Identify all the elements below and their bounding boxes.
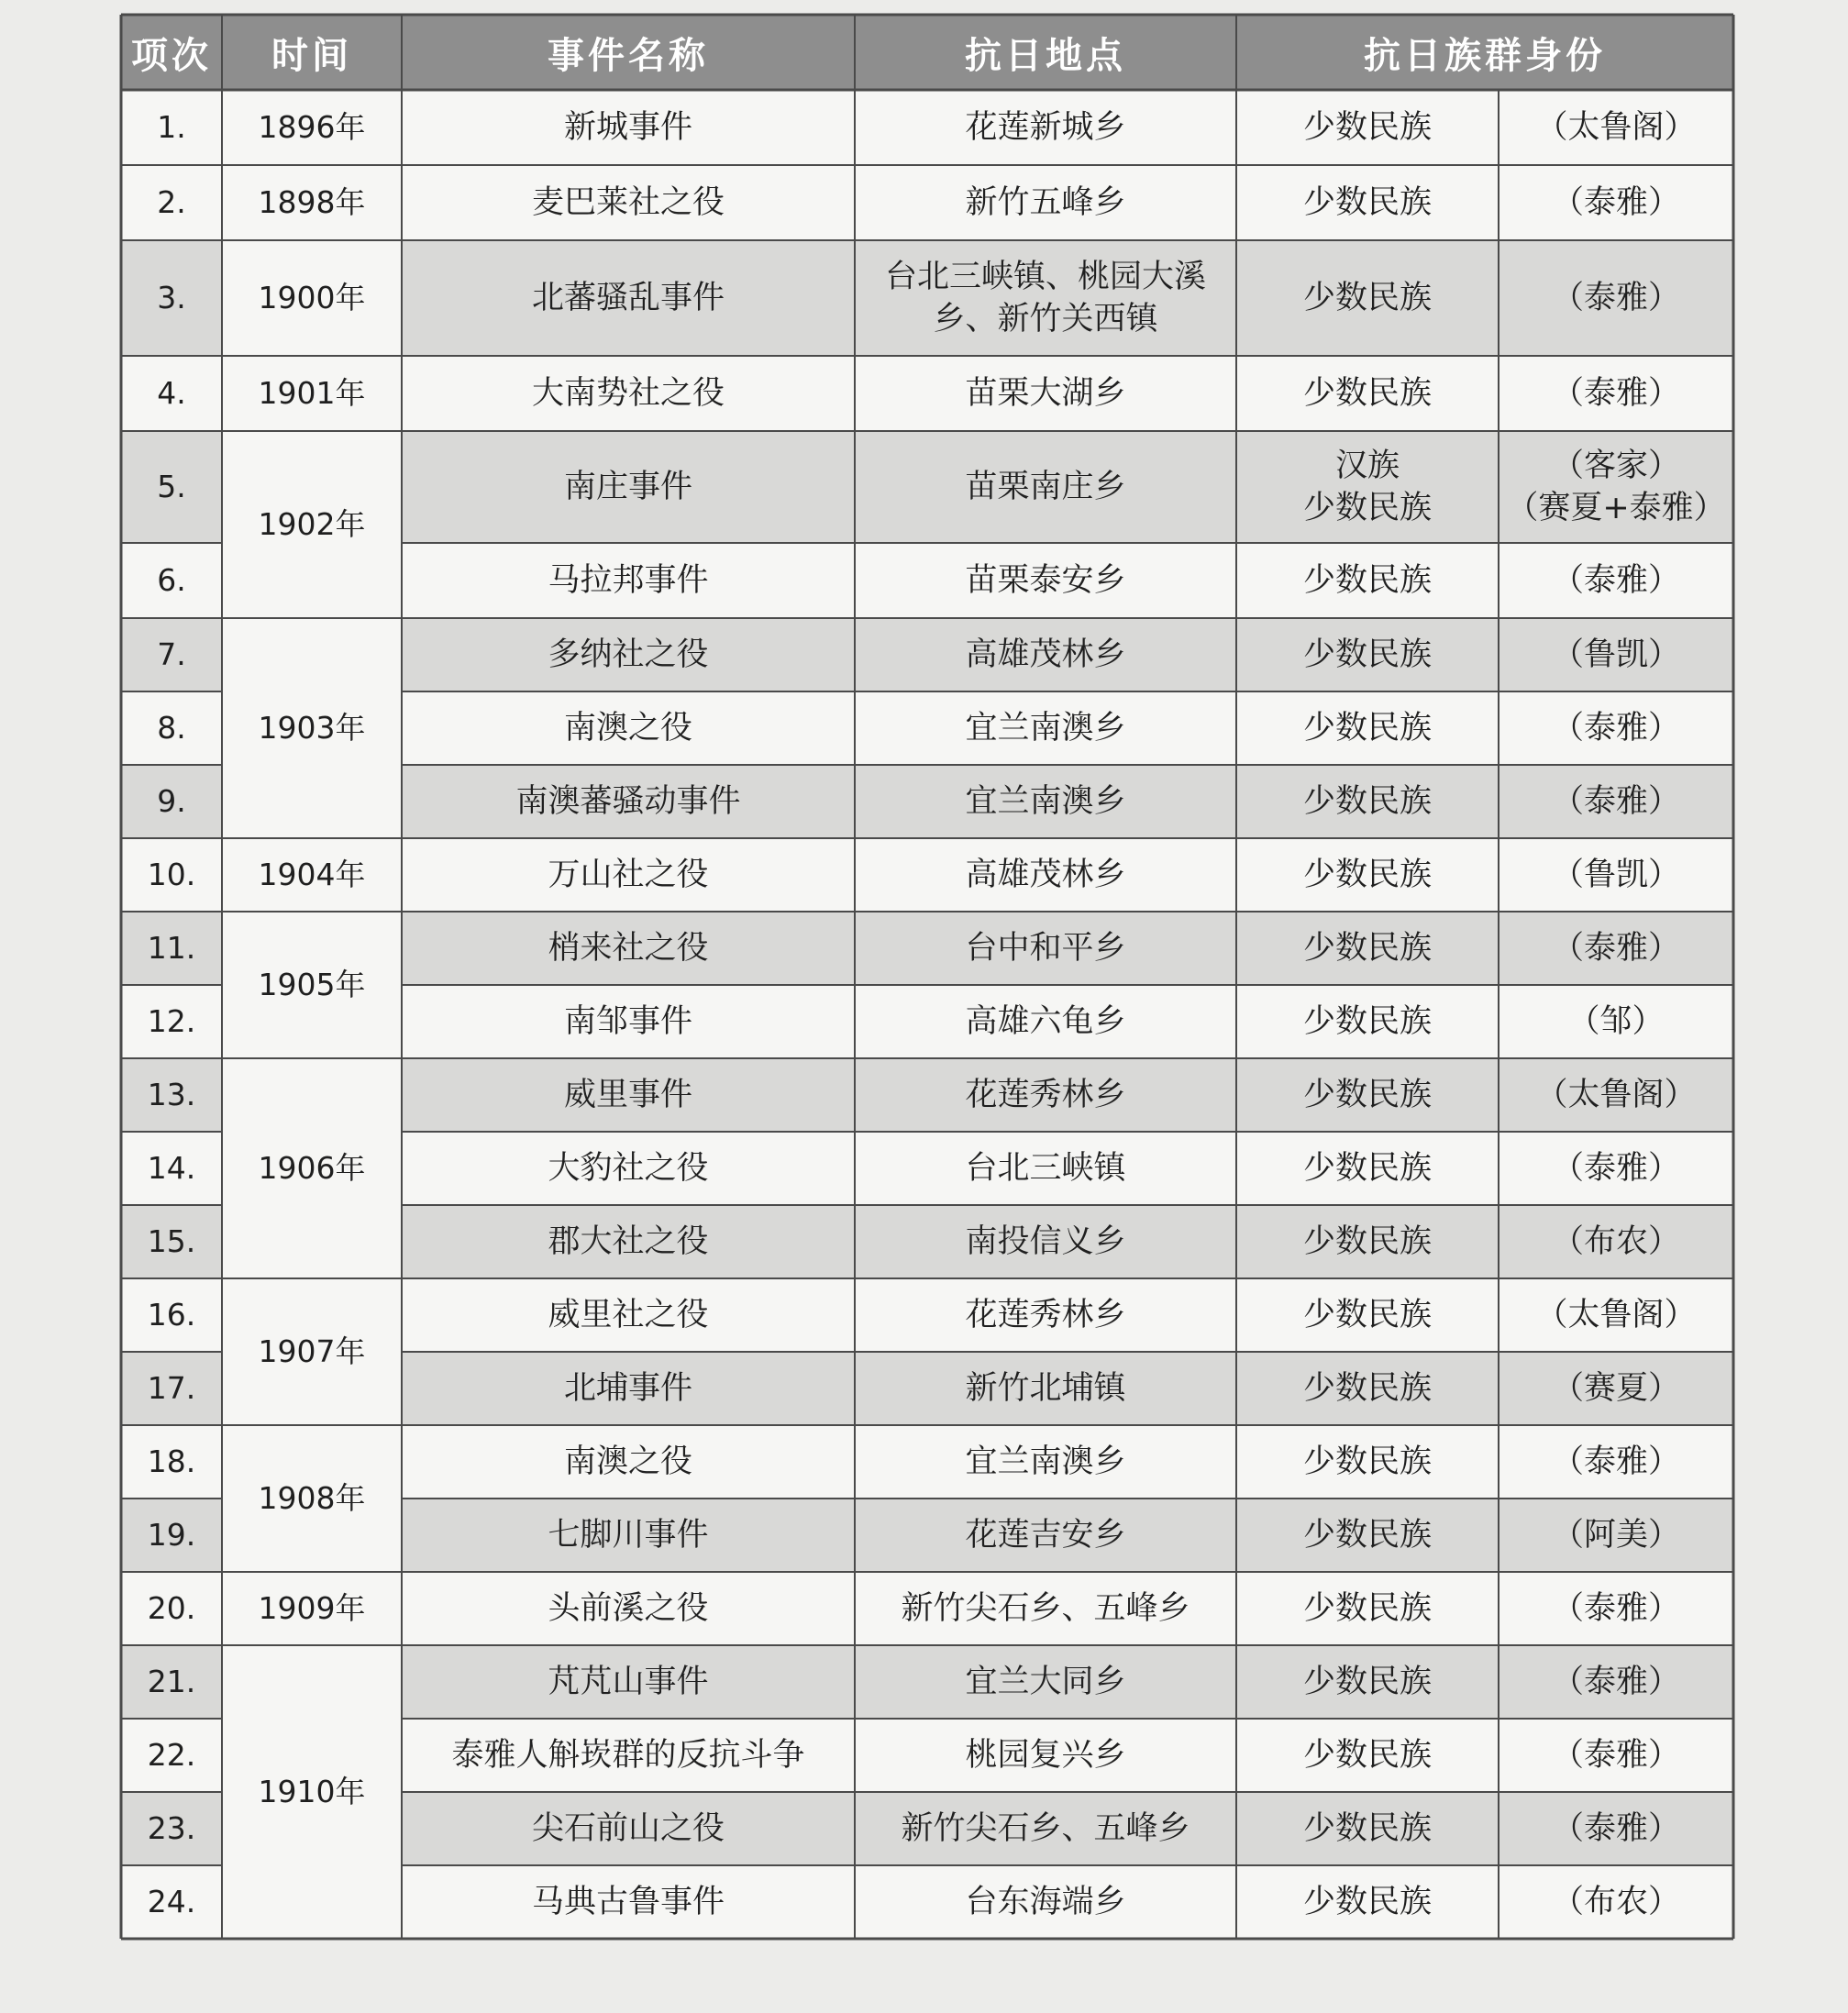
group-category: 少数民族 — [1302, 1590, 1432, 1627]
year-cell: 1908年 — [258, 1480, 366, 1516]
event-name: 南澳之役 — [563, 1443, 692, 1480]
event-location: 苗栗南庄乡 — [965, 469, 1126, 505]
event-name: 北埔事件 — [563, 1370, 692, 1407]
tribe-name: （客家） （赛夏+泰雅） — [1506, 448, 1726, 526]
group-category: 少数民族 — [1302, 184, 1432, 221]
row-index: 8. — [157, 710, 186, 746]
tribe-name: （阿美） — [1551, 1517, 1680, 1554]
event-name: 威里事件 — [563, 1077, 692, 1113]
group-category: 少数民族 — [1302, 1370, 1432, 1407]
group-category: 少数民族 — [1302, 1517, 1432, 1554]
tribe-name: （泰雅） — [1551, 184, 1680, 221]
event-name: 梢来社之役 — [548, 930, 709, 967]
row-index: 13. — [147, 1077, 196, 1112]
event-location: 桃园复兴乡 — [965, 1737, 1126, 1774]
event-location: 宜兰南澳乡 — [965, 783, 1126, 820]
event-location: 花莲秀林乡 — [965, 1077, 1126, 1113]
event-location: 新竹尖石乡、五峰乡 — [901, 1590, 1190, 1627]
event-location: 宜兰大同乡 — [965, 1664, 1126, 1700]
tribe-name: （太鲁阁） — [1535, 109, 1697, 146]
tribe-name: （泰雅） — [1551, 1443, 1680, 1480]
year-cell: 1910年 — [258, 1774, 366, 1809]
event-name: 大南势社之役 — [531, 375, 725, 412]
tribe-name: （泰雅） — [1551, 930, 1680, 967]
year-cell: 1898年 — [258, 184, 366, 220]
header-group-identity: 抗日族群身份 — [1364, 34, 1606, 77]
group-category: 少数民族 — [1302, 1884, 1432, 1920]
year-cell: 1909年 — [258, 1590, 366, 1626]
group-category: 少数民族 — [1302, 636, 1432, 673]
event-name: 头前溪之役 — [548, 1590, 709, 1627]
row-index: 3. — [157, 280, 186, 315]
year-cell: 1905年 — [258, 967, 366, 1002]
row-index: 2. — [157, 184, 186, 220]
group-category: 汉族 少数民族 — [1302, 448, 1432, 526]
row-index: 21. — [147, 1664, 196, 1699]
row-index: 1. — [157, 109, 186, 145]
row-index: 23. — [147, 1810, 196, 1846]
group-category: 少数民族 — [1302, 280, 1432, 316]
row-index: 22. — [147, 1737, 196, 1773]
header-time: 时间 — [271, 34, 352, 77]
event-name: 郡大社之役 — [548, 1223, 709, 1260]
tribe-name: （泰雅） — [1551, 375, 1680, 412]
tribe-name: （泰雅） — [1551, 1664, 1680, 1700]
row-index: 11. — [147, 930, 196, 966]
tribe-name: （鲁凯） — [1551, 636, 1680, 673]
group-category: 少数民族 — [1302, 1810, 1432, 1847]
row-index: 18. — [147, 1443, 196, 1479]
row-index: 15. — [147, 1223, 196, 1259]
group-category: 少数民族 — [1302, 109, 1432, 146]
event-location: 高雄茂林乡 — [965, 857, 1126, 893]
row-index: 6. — [157, 562, 186, 598]
event-name: 泰雅人斛崁群的反抗斗争 — [451, 1737, 805, 1774]
event-location: 宜兰南澳乡 — [965, 710, 1126, 747]
group-category: 少数民族 — [1302, 930, 1432, 967]
header-index: 项次 — [131, 34, 212, 77]
group-category: 少数民族 — [1302, 1664, 1432, 1700]
row-index: 10. — [147, 857, 196, 892]
tribe-name: （鲁凯） — [1551, 857, 1680, 893]
header-location: 抗日地点 — [965, 34, 1126, 77]
group-category: 少数民族 — [1302, 1737, 1432, 1774]
event-name: 南澳之役 — [563, 710, 692, 747]
tribe-name: （泰雅） — [1551, 1590, 1680, 1627]
row-index: 16. — [147, 1297, 196, 1333]
event-name: 马拉邦事件 — [548, 562, 709, 599]
event-name: 多纳社之役 — [548, 636, 709, 673]
row-index: 20. — [147, 1590, 196, 1626]
tribe-name: （布农） — [1551, 1223, 1680, 1260]
year-cell: 1900年 — [258, 280, 366, 315]
event-name: 大豹社之役 — [548, 1150, 709, 1187]
row-index: 4. — [157, 375, 186, 411]
event-location: 新竹五峰乡 — [965, 184, 1126, 221]
event-location: 新竹尖石乡、五峰乡 — [901, 1810, 1190, 1847]
tribe-name: （泰雅） — [1551, 710, 1680, 747]
event-location: 宜兰南澳乡 — [965, 1443, 1126, 1480]
event-location: 高雄六龟乡 — [965, 1003, 1126, 1040]
event-name: 七脚川事件 — [548, 1517, 709, 1554]
event-name: 威里社之役 — [548, 1297, 709, 1333]
row-index: 7. — [157, 636, 186, 672]
event-location: 台北三峡镇、桃园大溪 乡、新竹关西镇 — [884, 259, 1206, 337]
row-index: 24. — [147, 1884, 196, 1919]
row-index: 5. — [157, 469, 186, 504]
year-cell: 1901年 — [258, 375, 366, 411]
event-name: 南澳蕃骚动事件 — [515, 783, 741, 820]
event-location: 高雄茂林乡 — [965, 636, 1126, 673]
group-category: 少数民族 — [1302, 1150, 1432, 1187]
header-event-name: 事件名称 — [548, 34, 709, 77]
group-category: 少数民族 — [1302, 1077, 1432, 1113]
event-name: 北蕃骚乱事件 — [531, 280, 725, 316]
event-location: 台中和平乡 — [965, 930, 1126, 967]
event-name: 新城事件 — [563, 109, 692, 146]
event-name: 尖石前山之役 — [531, 1810, 725, 1847]
tribe-name: （泰雅） — [1551, 562, 1680, 599]
year-cell: 1902年 — [258, 506, 366, 542]
tribe-name: （邹） — [1567, 1003, 1665, 1040]
group-category: 少数民族 — [1302, 857, 1432, 893]
group-category: 少数民族 — [1302, 1223, 1432, 1260]
event-location: 花莲新城乡 — [965, 109, 1126, 146]
event-name: 麦巴莱社之役 — [531, 184, 725, 221]
tribe-name: （泰雅） — [1551, 1737, 1680, 1774]
event-location: 台东海端乡 — [965, 1884, 1126, 1920]
tribe-name: （布农） — [1551, 1884, 1680, 1920]
event-location: 苗栗泰安乡 — [965, 562, 1126, 599]
tribe-name: （泰雅） — [1551, 783, 1680, 820]
group-category: 少数民族 — [1302, 1297, 1432, 1333]
group-category: 少数民族 — [1302, 375, 1432, 412]
tribe-name: （太鲁阁） — [1535, 1077, 1697, 1113]
tribe-name: （泰雅） — [1551, 1810, 1680, 1847]
event-name: 马典古鲁事件 — [531, 1884, 725, 1920]
row-index: 12. — [147, 1003, 196, 1039]
row-index: 14. — [147, 1150, 196, 1186]
row-index: 9. — [157, 783, 186, 819]
tribe-name: （泰雅） — [1551, 1150, 1680, 1187]
year-cell: 1907年 — [258, 1333, 366, 1369]
tribe-name: （太鲁阁） — [1535, 1297, 1697, 1333]
event-location: 苗栗大湖乡 — [965, 375, 1126, 412]
event-location: 花莲秀林乡 — [965, 1297, 1126, 1333]
group-category: 少数民族 — [1302, 562, 1432, 599]
event-location: 花莲吉安乡 — [965, 1517, 1126, 1554]
year-cell: 1903年 — [258, 710, 366, 746]
group-category: 少数民族 — [1302, 710, 1432, 747]
event-name: 芃芃山事件 — [548, 1664, 709, 1700]
group-category: 少数民族 — [1302, 783, 1432, 820]
event-location: 台北三峡镇 — [965, 1150, 1126, 1187]
row-index: 19. — [147, 1517, 196, 1553]
year-cell: 1906年 — [258, 1150, 366, 1186]
year-cell: 1904年 — [258, 857, 366, 892]
event-location: 新竹北埔镇 — [965, 1370, 1126, 1407]
tribe-name: （泰雅） — [1551, 280, 1680, 316]
event-name: 南庄事件 — [563, 469, 692, 505]
event-name: 南邹事件 — [563, 1003, 692, 1040]
tribe-name: （赛夏） — [1551, 1370, 1680, 1407]
year-cell: 1896年 — [258, 109, 366, 145]
event-name: 万山社之役 — [548, 857, 709, 893]
group-category: 少数民族 — [1302, 1443, 1432, 1480]
event-location: 南投信义乡 — [965, 1223, 1126, 1260]
row-index: 17. — [147, 1370, 196, 1406]
group-category: 少数民族 — [1302, 1003, 1432, 1040]
